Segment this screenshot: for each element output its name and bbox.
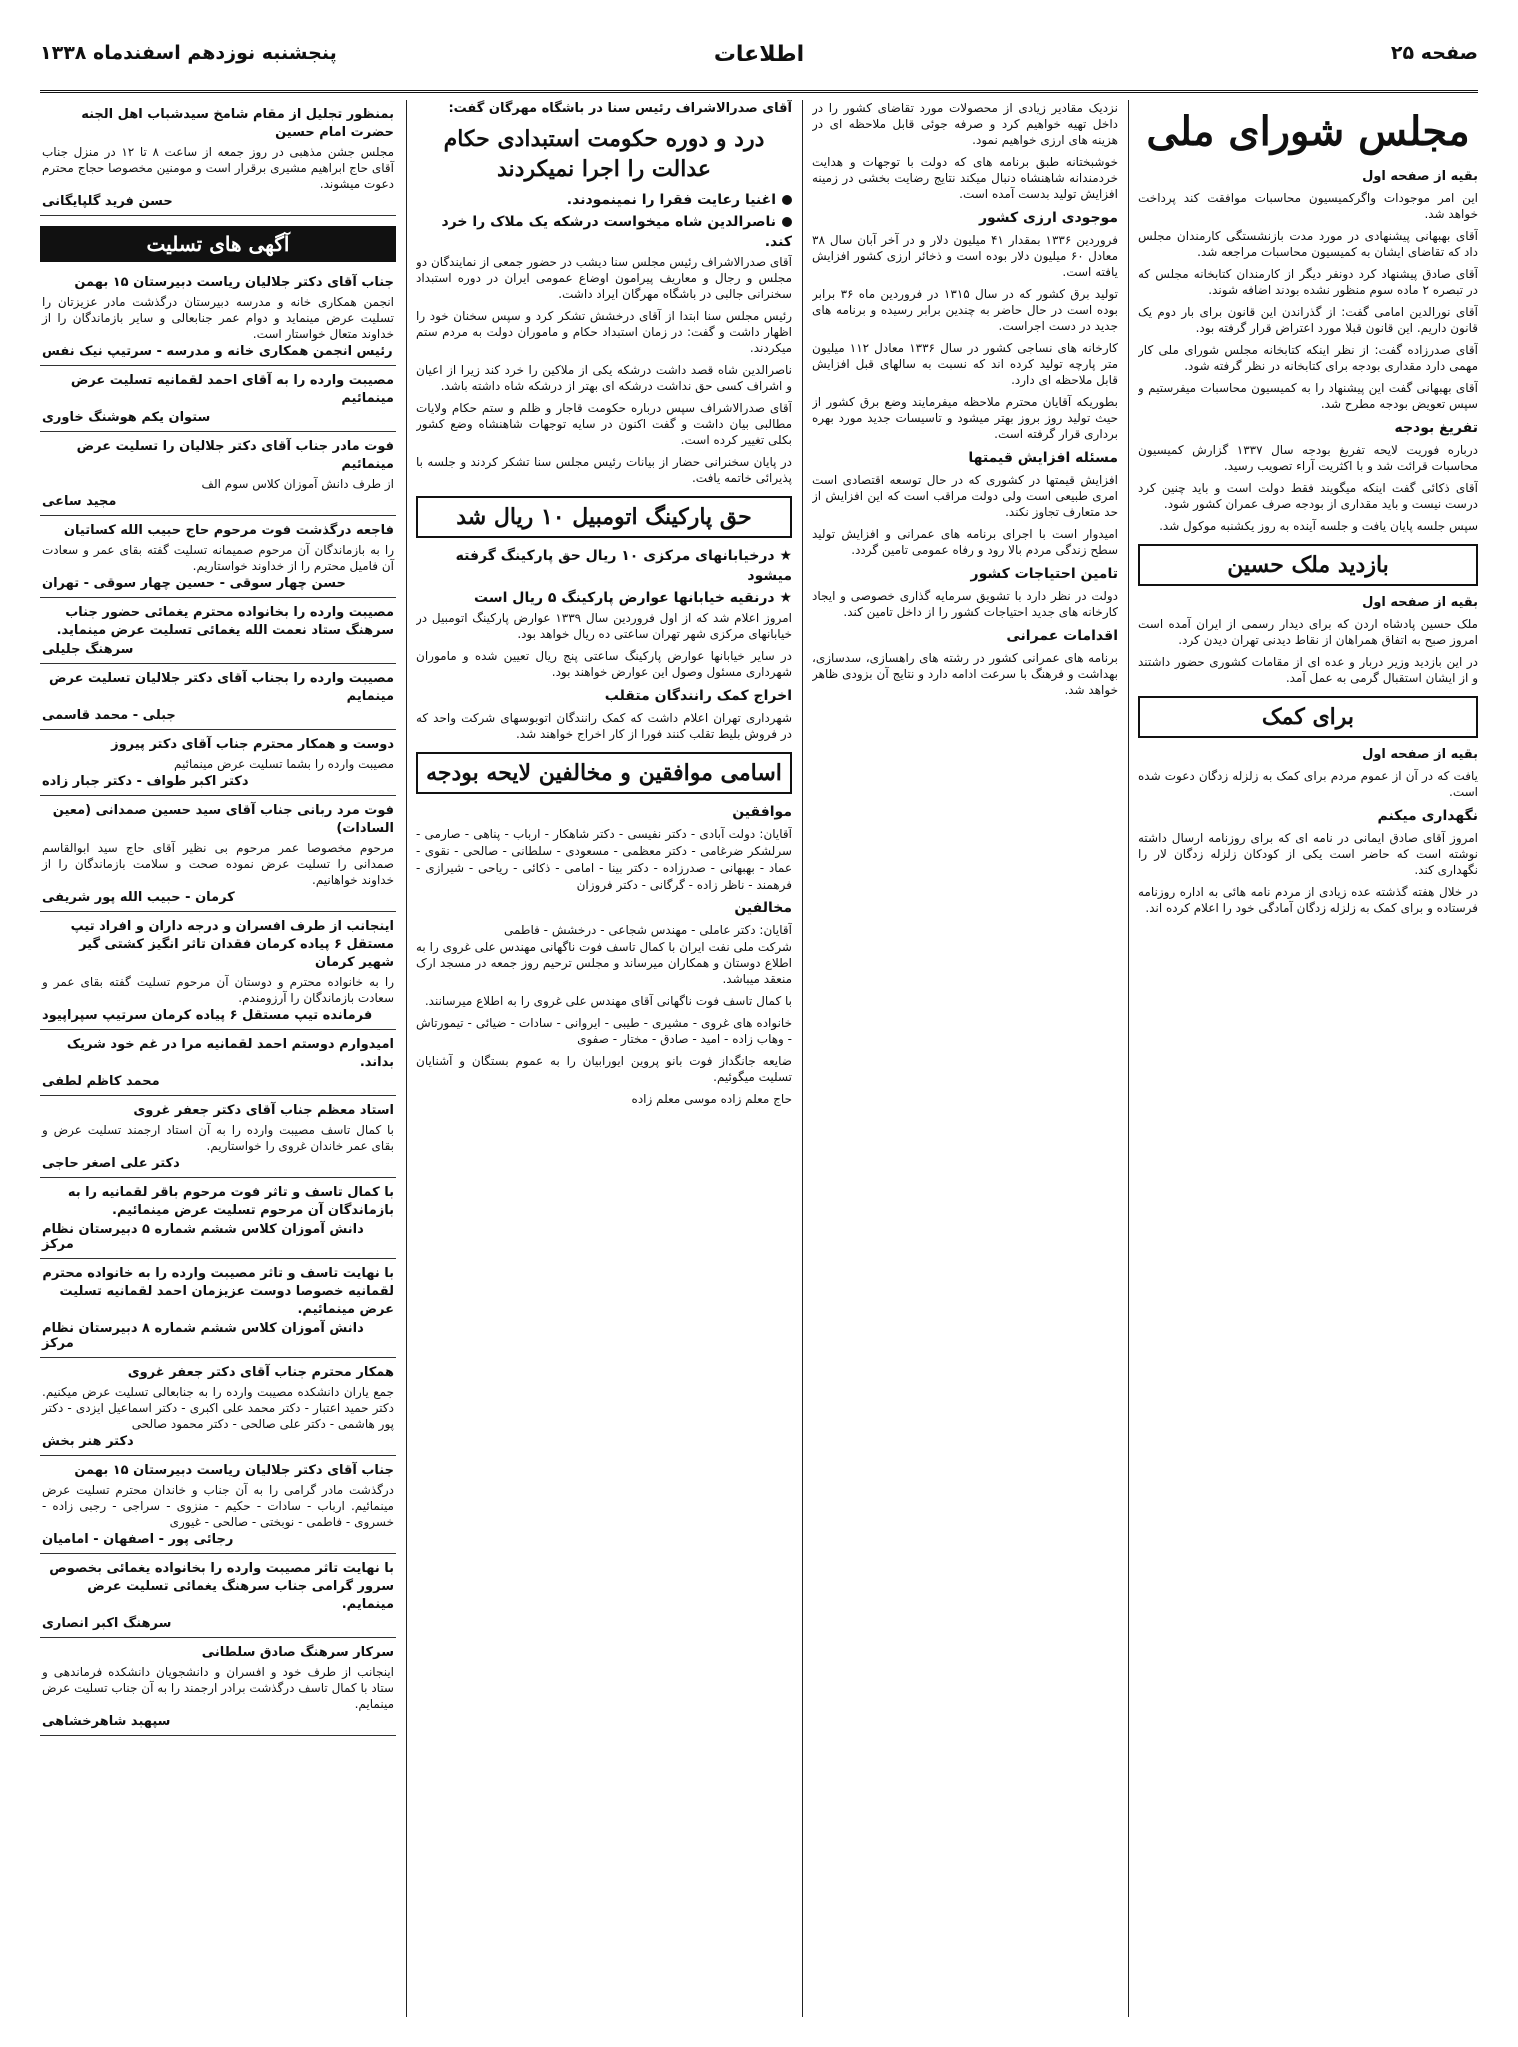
article-paragraph: با کمال تاسف فوت ناگهانی آقای مهندس علی غروی را به اطلاع میرسانند. (424, 994, 792, 1008)
issue-date: پنجشنبه نوزدهم اسفندماه ۱۳۳۸ (40, 42, 337, 64)
column-rule (802, 100, 803, 2017)
notice-signature: حسن چهار سوقی - حسین چهار سوقی - تهران (42, 576, 346, 591)
article-title-hussein: بازدید ملک حسین (1138, 544, 1478, 586)
article-paragraph: رئیس مجلس سنا ابتدا از آقای درخشش تشکر کرد و سپس سخنان خود را اظهار داشت و گفت: در زمان استبداد حکام و ماموران دولت به مردم ستم میکردند. (416, 309, 792, 355)
article-paragraph: تولید برق کشور که در سال ۱۳۱۵ در فروردین ماه ۳۶ برابر بوده است در حال حاضر به چندین برابر رسیده و برنامه های جدید در دست اجراست. (812, 287, 1118, 333)
article-kicker: بقیه از صفحه اول (1362, 747, 1478, 762)
article-body-hussein (1138, 616, 1478, 686)
notices-top (40, 100, 396, 216)
condolence-notice (40, 912, 396, 1030)
notice-title: با کمال تاسف و تاثر فوت مرحوم باقر لقمانیه را به بازماندگان آن مرحوم تسلیت عرض مینمائیم. (67, 1185, 394, 1218)
article-paragraph: امروز آقای صادق ایمانی در نامه ای که برای روزنامه ارسال داشته نوشته است که حاضر است یکی از کودکان زلزله زدگان لار را نگهداری کند. (1138, 831, 1478, 877)
article-paragraph: برنامه های عمرانی کشور در رشته های راهسازی، سدسازی، بهداشت و فرهنگ با سرعت ادامه دارد و نتایج آن بزودی ظاهر خواهد شد. (812, 651, 1118, 697)
obituary-notices (416, 939, 792, 1107)
condolence-notice (40, 1030, 396, 1096)
article-paragraph: حاج معلم زاده موسی معلم زاده (631, 1092, 792, 1106)
notice-title: جناب آقای دکتر جلالیان ریاست دبیرستان ۱۵ بهمن (74, 275, 394, 290)
article-body-majlis (1138, 190, 1478, 534)
article-title-parking: حق پارکینگ اتومبیل ۱۰ ریال شد (416, 496, 792, 538)
notice-body: اینجانب از طرف خود و افسران و دانشجویان دانشکده فرماندهی و ستاد با کمال تاسف درگذشت برادر ارجمند را به آن جناب تسلیت عرض مینمایم. (42, 1665, 394, 1711)
notice-signature: سرهنگ اکبر انصاری (42, 1616, 172, 1631)
article-body-senate (416, 254, 792, 486)
article-paragraph: کارخانه های نساجی کشور در سال ۱۳۳۶ معادل ۱۱۲ میلیون متر پارچه تولید کرده اند که نسبت به سالهای قبل افزایش قابل ملاحظه ای دارد. (812, 341, 1118, 387)
bullet-text: ناصرالدین شاه میخواست درشکه یک ملاک را خرد کند. (441, 214, 792, 250)
article-paragraph: ملک حسین پادشاه اردن که برای دیدار رسمی از ایران آمده است امروز صبح به اتفاق همراهان از نقاط دیدنی تهران دیدن کرد. (1138, 617, 1478, 647)
condolence-notice (40, 1259, 396, 1358)
newspaper-name: اطلاعات (713, 42, 805, 67)
section-subheading: تفریغ بودجه (1394, 420, 1478, 436)
article-title-help: برای کمک (1138, 696, 1478, 738)
notice-title: مصیبت وارده را به آقای احمد لقمانیه تسلیت عرض مینمائیم (70, 373, 394, 406)
notice-title: اینجانب از طرف افسران و درجه داران و افراد تیپ مستقل ۶ پیاده کرمان فقدان تاثر انگیز کشتی گیر شهیر کرمان (70, 919, 394, 970)
article-title-majlis: مجلس شورای ملی (1146, 108, 1470, 155)
parking-subheads (416, 546, 792, 608)
condolence-notice (40, 1638, 396, 1736)
notice-signature: سپهبد شاهرخشاهی (42, 1714, 171, 1729)
article-paragraph: فروردین ۱۳۳۶ بمقدار ۴۱ میلیون دلار و در آخر آبان سال ۳۸ معادل ۶۰ میلیون دلار بوده است و ذخائر ارزی کشور افزایش یافته است. (812, 233, 1118, 279)
notice-title: با نهایت تاثر مصیبت وارده را بخانواده یغمائی بخصوص سرور گرامی جناب سرهنگ یغمائی تسلیت عرض مینمایم. (49, 1561, 394, 1612)
condolence-notice (40, 796, 396, 912)
notices-list (40, 268, 396, 1736)
article-paragraph: شرکت ملی نفت ایران با کمال تاسف فوت ناگهانی مهندس علی غروی را به اطلاع دوستان و همکاران میرساند و مجلس ترحیم روز جمعه در مسجد ارک منعقد میباشد. (416, 940, 792, 986)
notice-title: همکار محترم جناب آقای دکتر جعفر غروی (127, 1365, 394, 1380)
condolence-notice (40, 1178, 396, 1259)
notice-signature: حسن فرید گلپایگانی (42, 194, 173, 209)
condolence-notice (40, 516, 396, 598)
page-number: صفحه ۲۵ (1390, 42, 1478, 64)
headline-bullet (416, 190, 792, 210)
article-paragraph: آقای ذکائی گفت اینکه میگویند فقط دولت است و باید چنین کرد درست نیست و باید مقداری از بودجه صرف عمران کشور شود. (1138, 481, 1478, 511)
article-paragraph: خانواده های غروی - مشیری - طیبی - ایروانی - سادات - ضیائی - تیمورتاش - وهاب زاده - امید - صادق - مختار - صفوی (416, 1016, 792, 1046)
notice-signature: دکتر علی اصغر حاجی (42, 1156, 180, 1171)
article-headline-senate: درد و دوره حکومت استبدادی حکام عدالت را اجرا نمیکردند (443, 126, 765, 182)
article-paragraph: آقای صدرالاشراف رئیس مجلس سنا دیشب در حضور جمعی از نمایندگان دو مجلس و رجال و معاریف پیرامون اوضاع عمومی ایران در دوره استبداد سخنرانی جالبی در باشگاه مهرگان ایراد داشت. (416, 255, 792, 301)
article-paragraph: در خلال هفته گذشته عده زیادی از مردم نامه هائی به اداره روزنامه فرستاده و برای کمک به زلزله زدگان آمادگی خود را اعلام کرده اند. (1138, 885, 1478, 915)
notice-title: مصیبت وارده را بخانواده محترم یغمائی حضور جناب سرهنگ ستاد نعمت الله یغمائی تسلیت عرض مینماید. (56, 605, 394, 638)
notice-title: سرکار سرهنگ صادق سلطانی (201, 1645, 394, 1660)
column-rule (406, 100, 407, 2017)
article-paragraph: درباره فوریت لایحه تفریغ بودجه سال ۱۳۳۷ گزارش کمیسیون محاسبات قرائت شد و با اکثریت آراء تصویب رسید. (1138, 443, 1478, 473)
supporters-list: آقایان: دولت آبادی - دکتر نفیسی - دکتر شاهکار - ارباب - پناهی - صارمی - سرلشکر ضرغامی - دکتر معظمی - مسعودی - سلطانی - صالحی - نقوی - عماد - بهبهانی - صدرزاده - دکتر بینا - امامی - ذکائی - ریاحی - شیرازی - فرهمند - ناظر زاده - گرگانی - دکتر فروزان (416, 827, 792, 892)
notice-body: مصیبت وارده را بشما تسلیت عرض مینمائیم (174, 757, 394, 771)
notice-signature: دانش آموزان کلاس ششم شماره ۵ دبیرستان نظام مرکز (42, 1222, 364, 1252)
condolence-notice (40, 100, 396, 216)
article-kicker: بقیه از صفحه اول (1362, 595, 1478, 610)
article-paragraph: خوشبختانه طبق برنامه های که دولت با توجهات و هدایت خردمندانه شاهنشاه دنبال میکند نتایج رضایت بخشی در زمینه افزایش تولید بدست آمده است. (812, 155, 1118, 201)
condolence-notice (40, 432, 396, 516)
notice-signature: محمد کاظم لطفی (42, 1074, 160, 1089)
headline-bullet (416, 212, 792, 252)
article-paragraph: ضایعه جانگداز فوت بانو پروین ایورابیان را به عموم بستگان و آشنایان تسلیت میگوئیم. (416, 1054, 792, 1084)
page-header (40, 28, 1478, 93)
article-kicker: بقیه از صفحه اول (1362, 169, 1478, 184)
condolence-notice (40, 1096, 396, 1178)
article-body-help (1138, 768, 1478, 916)
headline-bullets (416, 190, 792, 252)
article-paragraph: افزایش قیمتها در کشوری که در حال توسعه اقتصادی است امری طبیعی است ولی دولت مراقب است که این افزایش از حد متعارف تجاوز نکند. (812, 473, 1118, 519)
condolence-notice (40, 1358, 396, 1456)
notice-body: جمع یاران دانشکده مصیبت وارده را به جنابعالی تسلیت عرض میکنیم. دکتر حمید اعتبار - دکتر محمد علی اکبری - دکتر اسماعیل ایزدی - دکتر پور هاشمی - دکتر علی صالحی - دکتر محمود صالحی (42, 1385, 394, 1431)
notice-signature: جبلی - محمد قاسمی (42, 708, 176, 723)
article-paragraph: بطوریکه آقایان محترم ملاحظه میفرمایند وضع برق کشور از حیث تولید روز بروز بهتر میشود و تاسیسات جدید مورد بهره برداری قرار گرفته است. (812, 395, 1118, 441)
condolence-notice (40, 664, 396, 730)
article-paragraph: دولت در نظر دارد با تشویق سرمایه گذاری خصوصی و ایجاد کارخانه های جدید احتیاجات کشور را از داخل تامین کند. (812, 589, 1118, 619)
notice-signature: دانش آموزان کلاس ششم شماره ۸ دبیرستان نظام مرکز (42, 1321, 364, 1351)
article-paragraph: سپس جلسه پایان یافت و جلسه آینده به روز یکشنبه موکول شد. (1159, 519, 1478, 533)
article-body-parking (416, 610, 792, 742)
notice-title: امیدوارم دوستم احمد لقمانیه مرا در غم خود شریک بداند. (66, 1037, 394, 1070)
notice-body: مرحوم مخصوصا عمر مرحوم بی نظیر آقای حاج سید ابوالقاسم صمدانی را تسلیت عرض نموده صحت و سلامت بازماندگان را از خداوند خواهانیم. (42, 841, 394, 887)
article-paragraph: آقای بهبهانی گفت این پیشنهاد را به کمیسیون محاسبات میفرستیم و سپس تعویض بودجه مطرح شد. (1138, 381, 1478, 411)
section-subheading: نگهداری میکنم (1377, 808, 1478, 824)
article-paragraph: آقای بهبهانی پیشنهادی در مورد مدت بازنشستگی کارمندان مجلس داد که تقاضای ایشان به کمیسیون محاسبات مراجعه شد. (1138, 229, 1478, 259)
notice-signature: فرمانده تیپ مستقل ۶ پیاده کرمان سرتیپ سپراپیود (42, 1008, 373, 1023)
notice-body: را به بازماندگان آن مرحوم صمیمانه تسلیت گفته بقای عمر و سعادت آن فامیل محترم را از خداوند خواستاریم. (42, 543, 394, 573)
notice-signature: دکتر اکبر طواف - دکتر جبار زاده (42, 774, 249, 789)
notice-title: استاد معظم جناب آقای دکتر جعفر غروی (133, 1103, 394, 1118)
condolence-notice (40, 598, 396, 664)
section-subheading: اخراج کمک رانندگان متقلب (604, 688, 792, 704)
article-kicker-senate: آقای صدرالاشراف رئیس سنا در باشگاه مهرگان گفت: (448, 101, 792, 116)
notice-signature: مجید ساعی (42, 494, 117, 509)
condolence-notice (40, 1456, 396, 1554)
notice-title: دوست و همکار محترم جناب آقای دکتر پیروز (111, 737, 394, 752)
article-paragraph: یافت که در آن از عموم مردم برای کمک به زلزله زدگان دعوت شده است. (1138, 769, 1478, 799)
article-paragraph: امروز اعلام شد که از اول فروردین سال ۱۳۳۹ عوارض پارکینگ اتومبیل در خیابانهای مرکزی شهر تهران ساعتی ده ریال خواهد بود. (416, 611, 792, 641)
column-rule (1128, 100, 1129, 2017)
bullet-icon (782, 217, 792, 227)
condolence-notice (40, 730, 396, 796)
notice-signature: کرمان - حبیب الله پور شریفی (42, 890, 235, 905)
condolence-notice (40, 268, 396, 366)
bullet-icon (782, 195, 792, 205)
article-paragraph: در این بازدید وزیر دربار و عده ای از مقامات کشوری حضور داشتند و از ایشان استقبال گرمی به عمل آمد. (1138, 655, 1478, 685)
notice-signature: سرهنگ جلیلی (42, 642, 134, 657)
star-subhead: ★ درخیابانهای مرکزی ۱۰ ریال حق پارکینگ گرفته میشود (455, 548, 792, 584)
notice-signature: رئیس انجمن همکاری خانه و مدرسه - سرتیپ نیک نفس (42, 344, 393, 359)
notice-title: جناب آقای دکتر جلالیان ریاست دبیرستان ۱۵ بهمن (74, 1463, 394, 1478)
column-majlis (1138, 100, 1478, 2017)
column-senate (416, 100, 792, 2017)
notice-body: را به خانواده محترم و دوستان آن مرحوم تسلیت گفته بقای عمر و سعادت بازماندگان را آرزومندم. (42, 975, 394, 1005)
condolence-banner: آگهی های تسلیت (40, 226, 396, 262)
notice-body: درگذشت مادر گرامی را به آن جناب و خاندان محترم تسلیت عرض مینمائیم. ارباب - سادات - حکیم - منزوی - سراجی - رجبی زاده - خسروی - فاطمی - نوبختی - صالحی - غیوری (42, 1483, 394, 1529)
notice-body: از طرف دانش آموزان کلاس سوم الف (201, 477, 394, 491)
section-subheading: موجودی ارزی کشور (978, 210, 1118, 226)
notice-title: مصیبت وارده را بجناب آقای دکتر جلالیان تسلیت عرض مینمایم (49, 671, 394, 704)
notice-body: با کمال تاسف مصیبت وارده را به آن استاد ارجمند تسلیت عرض و بقای عمر خاندان غروی را خواستاریم. (42, 1123, 394, 1153)
article-paragraph: این امر موجودات واگرکمیسیون محاسبات موافقت کند پرداخت خواهد شد. (1138, 191, 1478, 221)
notice-body: مجلس جشن مذهبی در روز جمعه از ساعت ۸ تا ۱۲ در منزل جناب آقای حاج ابراهیم مشیری برقرار است و مومنین مخصوصا حجاج محترم دعوت میشوند. (42, 145, 395, 191)
notice-title: با نهایت تاسف و تاثر مصیبت وارده را به خانواده محترم لقمانیه خصوصا دوست عزیزمان احمد لقمانیه تسلیت عرض مینمائیم. (42, 1266, 394, 1317)
notice-title: فوت مادر جناب آقای دکتر جلالیان را تسلیت عرض مینمائیم (76, 439, 394, 472)
notice-signature: ستوان یکم هوشنگ خاوری (42, 410, 211, 425)
section-subheading: اقدامات عمرانی (1006, 628, 1118, 644)
opponents-list: آقایان: دکتر عاملی - مهندس شجاعی - درخشش - فاطمی (503, 923, 792, 937)
notice-body: انجمن همکاری خانه و مدرسه دبیرستان درگذشت مادر عزیزتان را تسلیت عرض مینماید و دوام عمر جنابعالی و سایر بازماندگان را از خداوند متعال خواستار است. (42, 295, 394, 341)
article-paragraph: امیدوار است با اجرای برنامه های عمرانی و افزایش تولید سطح زندگی مردم بالا رود و رفاه عمومی تامین گردد. (812, 527, 1118, 557)
article-paragraph: آقای صادق پیشنهاد کرد دونفر دیگر از کارمندان کتابخانه مجلس که در تبصره ۲ ماده سوم منظور نشده بودند اضافه شوند. (1138, 267, 1478, 297)
article-body-economy (812, 100, 1118, 698)
article-paragraph: آقای نورالدین امامی گفت: از گذراندن این قانون برای بار دوم یک قانون داریم. این قانون قبلا مورد اعتراض قرار گرفته بود. (1138, 305, 1478, 335)
notice-title: بمنظور تجلیل از مقام شامخ سیدشباب اهل الجنه حضرت امام حسین (81, 107, 394, 140)
article-paragraph: در پایان سخنرانی حضار از بیانات رئیس مجلس سنا تشکر کردند و جلسه با پذیرائی خاتمه یافت. (416, 455, 792, 485)
bullet-text: اغنیا رعایت فقرا را نمینمودند. (566, 192, 776, 208)
article-paragraph: در سایر خیابانها عوارض پارکینگ ساعتی پنج ریال تعیین شده و ماموران شهرداری مسئول وصول این عوارض خواهند بود. (416, 649, 792, 679)
notice-signature: دکتر هنر بخش (42, 1434, 134, 1449)
article-paragraph: آقای صدرالاشراف سپس درباره حکومت قاجار و ظلم و ستم حکام ولایات مطالبی بیان داشت و گفت اکنون در سایه توجهات شاهنشاه وضع کشور بکلی تغییر کرده است. (416, 401, 792, 447)
article-paragraph: نزدیک مقادیر زیادی از محصولات مورد تقاضای کشور را در داخل تهیه خواهیم کرد و صرفه جوئی قابل ملاحظه ای در هزینه های ارزی خواهیم نمود. (812, 101, 1118, 147)
notice-title: فاجعه درگذشت فوت مرحوم حاج حبیب الله کساتیان (63, 523, 394, 538)
notice-title: فوت مرد ربانی جناب آقای سید حسین صمدانی (معین السادات) (52, 803, 394, 836)
condolence-notice (40, 366, 396, 432)
supporters-label: موافقین (732, 804, 792, 820)
article-paragraph: آقای صدرزاده گفت: از نظر اینکه کتابخانه مجلس شورای ملی کار مهمی دارد مقداری بودجه برای کتابخانه در نظر گرفته شود. (1138, 343, 1478, 373)
opponents-label: مخالفین (734, 900, 792, 916)
notice-signature: رجائی پور - اصفهان - امامیان (42, 1532, 234, 1547)
section-subheading: تامین احتیاجات کشور (970, 566, 1118, 582)
article-title-budget-votes: اسامی موافقین و مخالفین لایحه بودجه (416, 752, 792, 794)
article-paragraph: ناصرالدین شاه قصد داشت درشکه یکی از ملاکین را خرد کند زیرا از اعیان و اشراف کسی حق نداشت درشکه ای بهتر از درشکه شاه داشته باشد. (416, 363, 792, 393)
column-notices (40, 100, 396, 2017)
section-subheading: مسئله افزایش قیمتها (968, 450, 1118, 466)
star-subhead: ★ درنقیه خیابانها عوارض پارکینگ ۵ ریال است (474, 590, 792, 606)
column-economy (812, 100, 1118, 2017)
article-paragraph: شهرداری تهران اعلام داشت که کمک رانندگان اتوبوسهای شرکت واحد که در فروش بلیط تقلب کنند فورا از کار اخراج خواهند شد. (416, 711, 792, 741)
condolence-notice (40, 1554, 396, 1638)
